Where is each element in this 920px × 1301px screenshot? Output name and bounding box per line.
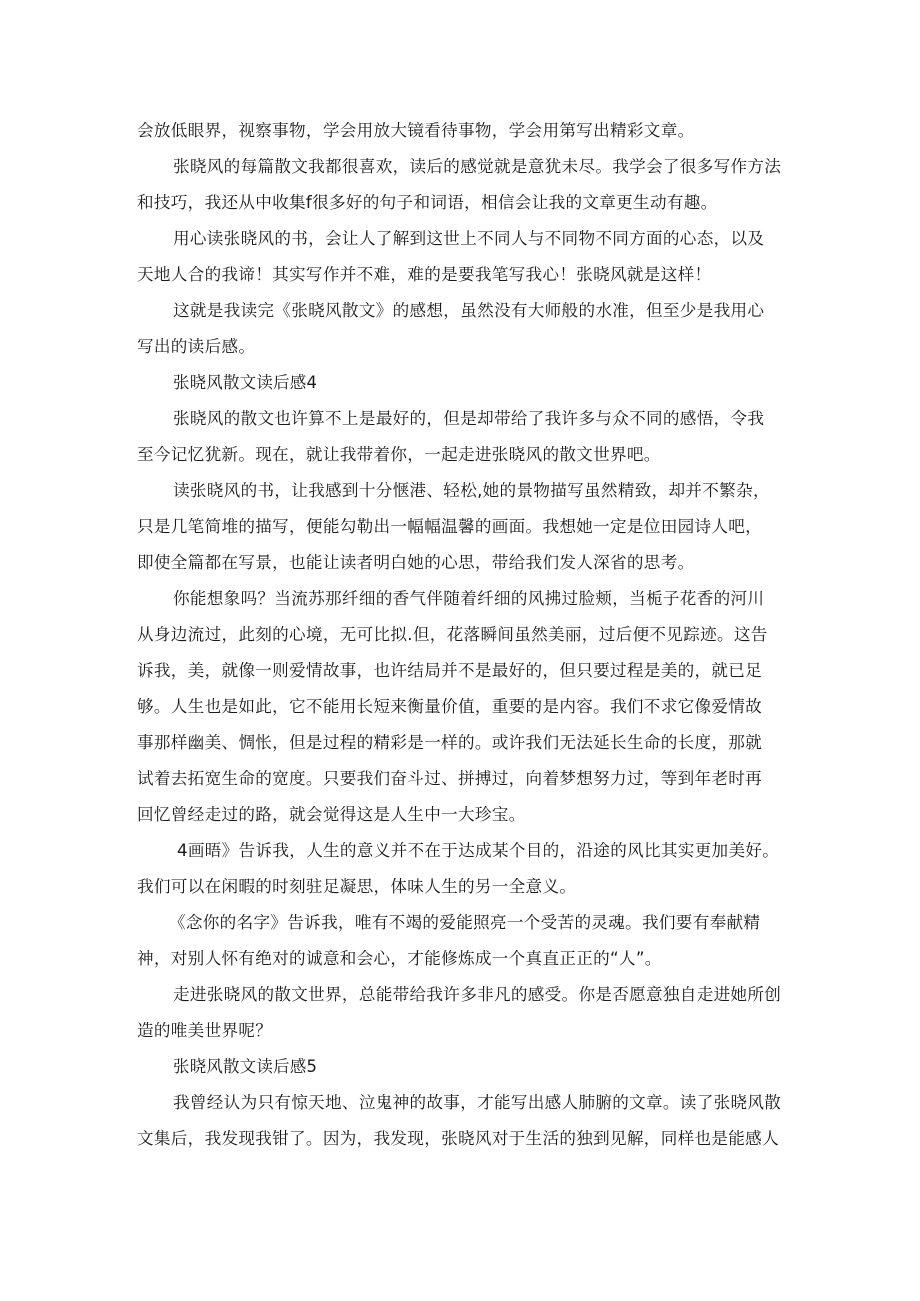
text-line: 试着去拓宽生命的宽度。只要我们奋斗过、拼搏过，向着梦想努力过，等到年老时再 — [137, 769, 763, 788]
text-line: 从身边流过，此刻的心境，无可比拟.但，花落瞬间虽然美丽，过后便不见踪迹。这告 — [137, 625, 768, 644]
text-line: 写出的读后感。 — [137, 337, 256, 356]
text-line: 天地人合的我谛！其实写作并不难，难的是要我笔写我心！张晓风就是这样！ — [137, 265, 712, 284]
text-line: 你能想象吗？当流苏那纤细的香气伴随着纤细的风拂过脸颊，当栀子花香的河川 — [173, 589, 765, 608]
text-line: 至今记忆犹新。现在，就让我带着你，一起走进张晓风的散文世界吧。 — [137, 445, 661, 464]
section-heading: 张晓风散文读后感4 — [173, 373, 318, 392]
text-line: 神，对别人怀有绝对的诚意和会心，才能修炼成一个真直正正的“人”。 — [137, 949, 662, 968]
text-line: 诉我，美，就像一则爱情故事，也许结局并不是最好的，但只要过程是美的，就已足 — [137, 661, 763, 680]
text-line: 4画晤》告诉我，人生的意义并不在于达成某个目的，沿途的风比其实更加美好。 — [177, 841, 780, 860]
text-line: 即使全篇都在写景，也能让读者明白她的心思，带给我们发人深省的思考。 — [137, 553, 695, 572]
text-line: 回忆曾经走过的路，就会觉得这是人生中一大珍宝。 — [137, 805, 526, 824]
text-line: 造的唯美世界呢？ — [137, 1021, 273, 1040]
text-line: 文集后，我发现我钳了。因为，我发现，张晓风对于生活的独到见解，同样也是能感人 — [137, 1129, 779, 1148]
text-line: 《念你的名字》告诉我，唯有不竭的爱能照亮一个受苦的灵魂。我们要有奉献精 — [169, 913, 761, 932]
text-line: 用心读张晓风的书，会让人了解到这世上不同人与不同物不同方面的心态，以及 — [173, 229, 765, 248]
text-line: 会放低眼界，视察事物，学会用放大镜看待事物，学会用第写出精彩文章。 — [137, 121, 695, 140]
text-line: 我们可以在闲暇的时刻驻足凝思，体味人生的另一全意义。 — [137, 877, 577, 896]
text-line: 读张晓风的书，让我感到十分惬港、轻松,她的景物描写虽然精致，却并不繁杂， — [173, 481, 770, 500]
text-line: 走进张晓风的散文世界，总能带给我许多非凡的感受。你是否愿意独自走进她所创 — [173, 985, 782, 1004]
text-line: 事那样幽美、惆怅，但是过程的精彩是一样的。或许我们无法延长生命的长度，那就 — [137, 733, 763, 752]
text-line: 这就是我读完《张晓风散文》的感想，虽然没有大师般的水准，但至少是我用心 — [173, 301, 765, 320]
section-heading: 张晓风散文读后感5 — [173, 1057, 318, 1076]
text-line: 张晓风的每篇散文我都很喜欢，读后的感觉就是意犹未尽。我学会了很多写作方法 — [173, 157, 782, 176]
text-line: 我曾经认为只有惊天地、泣鬼神的故事，才能写出感人肺腑的文章。读了张晓风散 — [173, 1093, 782, 1112]
text-line: 够。人生也是如此，它不能用长短来衡量价值，重要的是内容。我们不求它像爱情故 — [137, 697, 763, 716]
text-line: 张晓风的散文也许算不上是最好的，但是却带给了我许多与众不同的感悟，令我 — [173, 409, 765, 428]
text-line: 和技巧，我还从中收集f很多好的句子和词语，相信会让我的文章更生动有趣。 — [137, 193, 718, 212]
text-line: 只是几笔简堆的描写，便能勾勒出一幅幅温馨的画面。我想她一定是位田园诗人吧， — [137, 517, 763, 536]
